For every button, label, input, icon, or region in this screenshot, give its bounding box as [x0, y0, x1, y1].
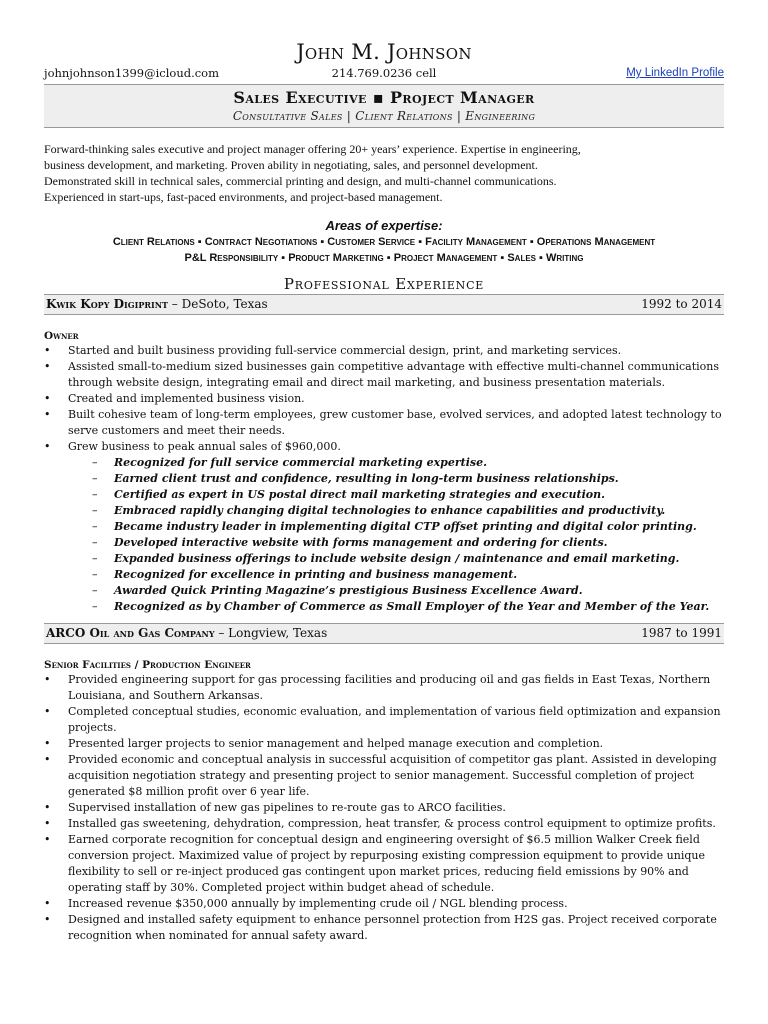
achievement-text: Earned client trust and confidence, resulting in long-term business relationships. [114, 472, 619, 485]
dash-glyph: – [92, 472, 98, 485]
achievement-item [68, 455, 724, 471]
bullet-text: Designed and installed safety equipment to enhance personnel protection from H2S gas. Project received corporate recognition when nominated for annual safety award. [68, 913, 717, 942]
dash-glyph: – [92, 520, 98, 533]
bullet-text: Installed gas sweetening, dehydration, compression, heat transfer, & process control equipment to optimize profits. [68, 817, 716, 830]
achievement-text: Awarded Quick Printing Magazine’s prestigious Business Excellence Award. [114, 584, 583, 597]
list-item [44, 391, 724, 407]
email-address[interactable]: johnjohnson1399@icloud.com [44, 66, 220, 80]
achievement-text: Recognized for excellence in printing and business management. [114, 568, 518, 581]
job-role: Owner [44, 330, 79, 342]
dash-glyph: – [92, 552, 98, 565]
achievement-item [68, 519, 724, 535]
contact-row [44, 66, 724, 82]
phone-number: 214.769.0236 cell [331, 66, 437, 80]
achievement-text: Became industry leader in implementing digital CTP offset printing and digital color printing. [114, 520, 697, 533]
bullet-text: Presented larger projects to senior management and helped manage execution and completion. [68, 737, 604, 750]
achievement-item [68, 599, 724, 615]
experience-section-title: Professional Experience [283, 275, 485, 293]
dash-glyph: – [92, 504, 98, 517]
list-item [44, 439, 724, 615]
achievement-item [68, 583, 724, 599]
job-bullets [44, 343, 724, 615]
list-item [44, 832, 724, 896]
bullet-text: Built cohesive team of long-term employees, grew customer base, evolved services, and adopted latest technology to serve customers and meet their needs. [68, 408, 722, 437]
dash-glyph: – [92, 600, 98, 613]
expertise-title: Areas of expertise: [325, 218, 443, 233]
bullet-text: Assisted small-to-medium sized businesses gain competitive advantage with effective multi-channel communications through website design, integrating email and direct mail marketing, and business presentation materials. [68, 360, 720, 389]
job-location: – Longview, Texas [214, 626, 328, 640]
job-dates: 1992 to 2014 [641, 297, 722, 311]
headline-banner [44, 84, 724, 128]
company-name: ARCO Oil and Gas Company [46, 626, 215, 640]
summary-line: business development, and marketing. Proven ability in negotiating, sales, and personnel development. [44, 158, 538, 172]
achievement-text: Expanded business offerings to include website design / maintenance and email marketing. [114, 552, 680, 565]
achievement-item [68, 503, 724, 519]
list-item [44, 816, 724, 832]
achievement-item [68, 551, 724, 567]
headline-subtitle: Consultative Sales | Client Relations | Engineering [232, 109, 536, 123]
achievement-text: Recognized for full service commercial marketing expertise. [114, 456, 487, 469]
bullet-glyph: • [44, 392, 51, 405]
list-item [44, 407, 724, 439]
list-item [44, 912, 724, 944]
professional-summary [44, 141, 724, 205]
bullet-text: Grew business to peak annual sales of $960,000. [68, 440, 341, 453]
headline-title: Sales Executive ▪ Project Manager [233, 88, 535, 107]
bullet-text: Started and built business providing full-service commercial design, print, and marketing services. [68, 344, 622, 357]
bullet-glyph: • [44, 817, 51, 830]
list-item [44, 896, 724, 912]
summary-line: Demonstrated skill in technical sales, commercial printing and design, and multi-channel communications. [44, 174, 557, 188]
bullet-text: Earned corporate recognition for conceptual design and engineering oversight of $6.5 million Walker Creek field conversion project. Maximized value of project by repurposing existing compression equipment to provide unique flexibility to sell or re-inject produced gas contingent upon market prices, reducing field emissions by 90% and operating staff by 30%. Completed project within budget ahead of schedule. [68, 833, 705, 894]
bullet-text: Created and implemented business vision. [68, 392, 305, 405]
bullet-glyph: • [44, 344, 51, 357]
list-item [44, 704, 724, 736]
dash-glyph: – [92, 536, 98, 549]
bullet-text: Completed conceptual studies, economic evaluation, and implementation of various field optimization and expansion projects. [68, 705, 721, 734]
list-item [44, 672, 724, 704]
linkedin-link[interactable]: My LinkedIn Profile [626, 67, 724, 79]
achievement-text: Developed interactive website with forms management and ordering for clients. [114, 536, 608, 549]
bullet-glyph: • [44, 897, 51, 910]
achievement-text: Certified as expert in US postal direct mail marketing strategies and execution. [114, 488, 605, 501]
bullet-text: Provided engineering support for gas processing facilities and producing oil and gas fields in East Texas, Northern Louisiana, and Southern Arkansas. [68, 673, 711, 702]
bullet-text: Supervised installation of new gas pipelines to re-route gas to ARCO facilities. [68, 801, 506, 814]
bullet-glyph: • [44, 705, 51, 718]
achievement-text: Embraced rapidly changing digital technologies to enhance capabilities and productivity. [114, 504, 666, 517]
bullet-glyph: • [44, 801, 51, 814]
company-name: Kwik Kopy Digiprint [46, 297, 168, 311]
list-item [44, 800, 724, 816]
dash-glyph: – [92, 456, 98, 469]
bullet-glyph: • [44, 408, 51, 421]
achievement-list [68, 455, 724, 615]
job-role: Senior Facilities / Production Engineer [44, 659, 251, 671]
list-item [44, 736, 724, 752]
bullet-glyph: • [44, 737, 51, 750]
bullet-glyph: • [44, 833, 51, 846]
achievement-item [68, 567, 724, 583]
dash-glyph: – [92, 568, 98, 581]
job-bullets [44, 672, 724, 944]
summary-line: Forward-thinking sales executive and project manager offering 20+ years’ experience. Expertise in engineering, [44, 142, 581, 156]
list-item [44, 343, 724, 359]
achievement-item [68, 535, 724, 551]
summary-line: Experienced in start-ups, fast-paced environments, and project-based management. [44, 190, 443, 204]
bullet-glyph: • [44, 753, 51, 766]
bullet-text: Provided economic and conceptual analysis in successful acquisition of competitor gas plant. Assisted in developing acquisition negotiation strategy and presenting project to senior management. Successful completion of project generated $8 million profit over 6 year life. [68, 753, 717, 798]
candidate-name: John M. Johnson [296, 40, 472, 64]
job-header [44, 623, 724, 644]
list-item [44, 752, 724, 800]
achievement-text: Recognized as by Chamber of Commerce as Small Employer of the Year and Member of the Year. [114, 600, 710, 613]
achievement-item [68, 487, 724, 503]
bullet-text: Increased revenue $350,000 annually by implementing crude oil / NGL blending process. [68, 897, 568, 910]
bullet-glyph: • [44, 360, 51, 373]
expertise-line: Client Relations ▪ Contract Negotiations ▪ Customer Service ▪ Facility Management ▪ Operations Management [112, 236, 656, 248]
job-dates: 1987 to 1991 [641, 626, 722, 640]
bullet-glyph: • [44, 673, 51, 686]
list-item [44, 359, 724, 391]
job-header [44, 294, 724, 315]
bullet-glyph: • [44, 440, 51, 453]
job-location: – DeSoto, Texas [167, 297, 268, 311]
bullet-glyph: • [44, 913, 51, 926]
dash-glyph: – [92, 488, 98, 501]
expertise-line: P&L Responsibility ▪ Product Marketing ▪ Project Management ▪ Sales ▪ Writing [184, 252, 584, 264]
achievement-item [68, 471, 724, 487]
dash-glyph: – [92, 584, 98, 597]
